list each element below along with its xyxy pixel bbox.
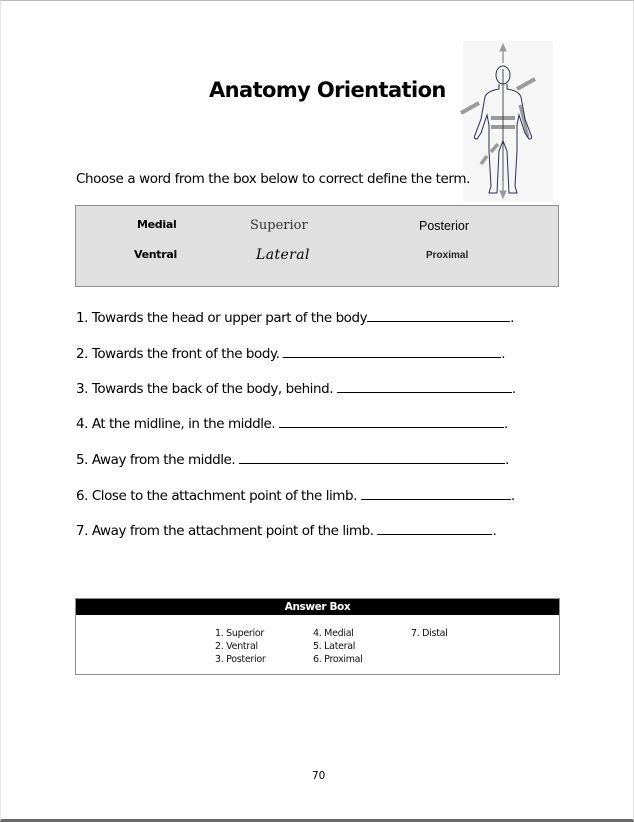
question-7	[76, 522, 496, 539]
question-text: 3. Towards the back of the body, behind.	[76, 381, 337, 397]
answer-box-header: Answer Box	[76, 599, 559, 615]
answer-item: 1. Superior	[215, 628, 264, 639]
instruction-text: Choose a word from the box below to correct define the term.	[76, 171, 470, 187]
word-proximal: Proximal	[426, 250, 469, 261]
word-bank	[75, 205, 559, 287]
question-text: 4. At the midline, in the middle.	[76, 416, 280, 432]
answer-blank[interactable]	[367, 309, 510, 322]
question-end: .	[492, 523, 497, 539]
question-text: 2. Towards the front of the body.	[76, 346, 284, 362]
answer-item: 3. Posterior	[215, 654, 266, 665]
question-end: .	[504, 416, 508, 432]
word-posterior: Posterior	[419, 219, 470, 233]
page-title: Anatomy Orientation	[209, 78, 446, 102]
question-end: .	[501, 346, 506, 362]
word-medial: Medial	[137, 218, 177, 231]
question-text: 1. Towards the head or upper part of the body	[76, 310, 368, 326]
answer-blank[interactable]	[337, 380, 512, 393]
question-text: 7. Away from the attachment point of the limb.	[76, 523, 378, 539]
word-superior: Superior	[250, 218, 308, 233]
answer-blank[interactable]	[283, 345, 501, 358]
answer-blank[interactable]	[239, 451, 505, 464]
answer-box	[75, 598, 560, 675]
question-end: .	[510, 310, 514, 326]
answer-item: 5. Lateral	[313, 641, 356, 652]
question-5	[76, 451, 509, 468]
answer-item: 6. Proximal	[313, 654, 363, 665]
question-text: 5. Away from the middle.	[76, 452, 240, 468]
word-ventral: Ventral	[134, 248, 177, 261]
question-3	[76, 380, 516, 397]
answer-item: 7. Distal	[411, 628, 448, 639]
question-end: .	[511, 381, 516, 397]
question-6	[76, 487, 515, 504]
answer-item: 2. Ventral	[215, 641, 258, 652]
answer-blank[interactable]	[377, 522, 492, 535]
question-2	[76, 345, 505, 362]
word-lateral: Lateral	[256, 247, 310, 263]
question-end: .	[510, 488, 515, 504]
question-end: .	[505, 452, 509, 468]
question-1	[76, 309, 514, 326]
page-number: 70	[312, 770, 326, 782]
answer-blank[interactable]	[361, 487, 511, 500]
answer-item: 4. Medial	[313, 628, 354, 639]
question-4	[76, 415, 508, 432]
answer-blank[interactable]	[279, 415, 504, 428]
question-text: 6. Close to the attachment point of the limb.	[76, 488, 361, 504]
